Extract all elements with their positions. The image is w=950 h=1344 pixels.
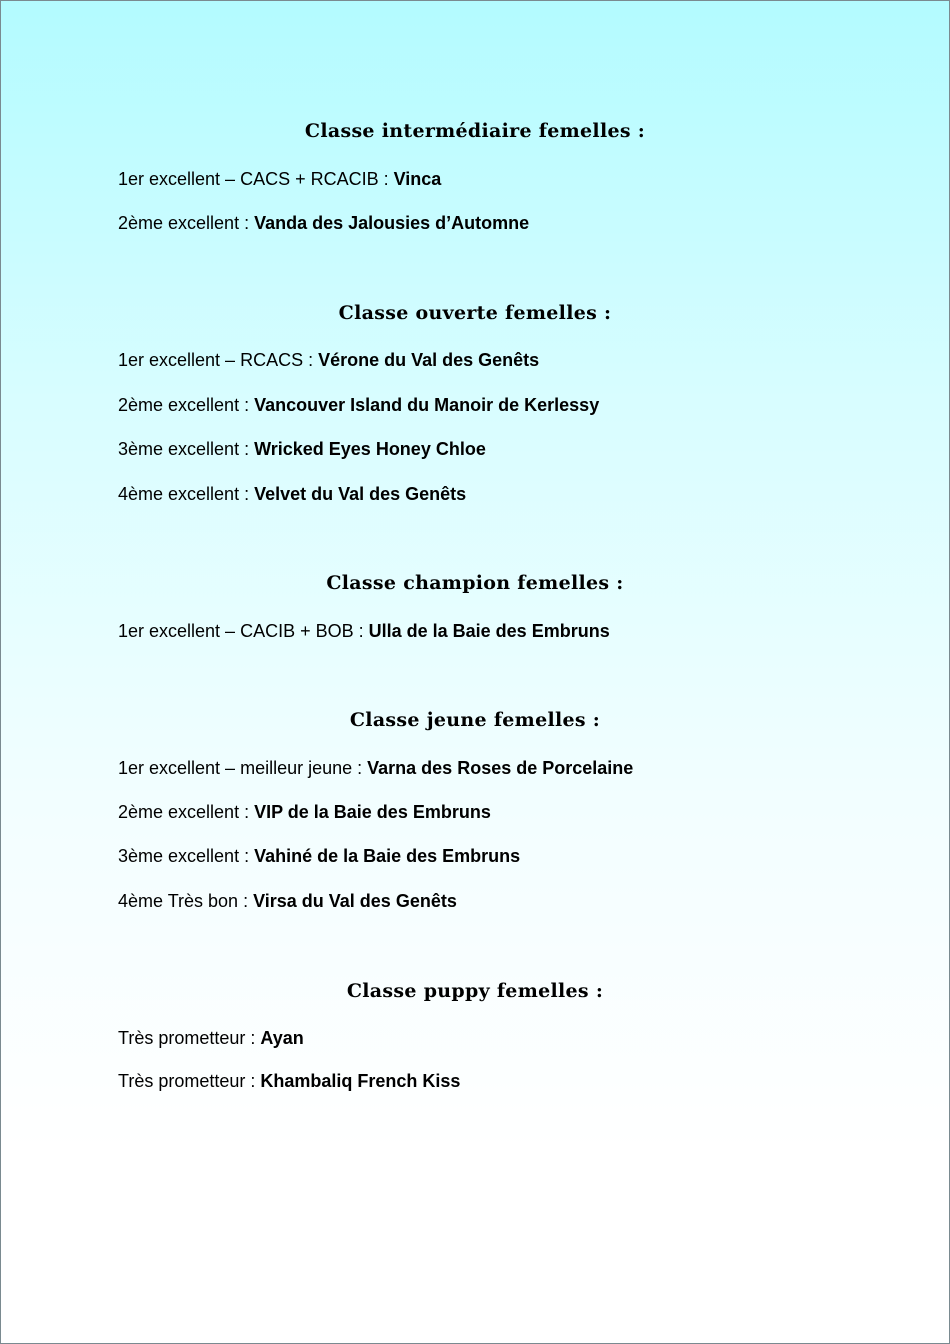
result-entry (118, 1069, 460, 1093)
dog-name: Ulla de la Baie des Embruns (368, 621, 610, 641)
dog-name: Ayan (260, 1028, 304, 1048)
entry-label: Très prometteur : (118, 1071, 261, 1091)
entry-label: Très prometteur : (118, 1028, 261, 1048)
dog-name: Vahiné de la Baie des Embruns (254, 846, 521, 866)
dog-name: Wricked Eyes Honey Chloe (254, 439, 486, 459)
result-entry (118, 844, 520, 868)
dog-name: Vancouver Island du Manoir de Kerlessy (254, 395, 600, 415)
result-entry (118, 889, 457, 913)
dog-name: Virsa du Val des Genêts (253, 891, 457, 911)
result-entry (118, 1026, 304, 1050)
dog-name: Vérone du Val des Genêts (318, 350, 540, 370)
result-entry (118, 211, 529, 235)
entry-label: 1er excellent – meilleur jeune : (118, 758, 368, 778)
section-title-jeune: Classe jeune femelles : (349, 709, 601, 731)
entry-label: 1er excellent – CACS + RCACIB : (118, 169, 394, 189)
result-entry (118, 482, 466, 506)
dog-name: VIP de la Baie des Embruns (254, 802, 491, 822)
dog-name: Vinca (393, 169, 442, 189)
dog-name: Velvet du Val des Genêts (254, 484, 467, 504)
entry-label: 1er excellent – CACIB + BOB : (118, 621, 369, 641)
dog-name: Khambaliq French Kiss (260, 1071, 461, 1091)
result-entry (118, 756, 633, 780)
section-title-puppy: Classe puppy femelles : (346, 980, 604, 1002)
entry-label: 2ème excellent : (118, 395, 255, 415)
section-title-ouverte: Classe ouverte femelles : (338, 302, 612, 324)
entry-label: 3ème excellent : (118, 846, 255, 866)
result-entry (118, 393, 599, 417)
dog-name: Varna des Roses de Porcelaine (367, 758, 634, 778)
dog-name: Vanda des Jalousies d’Automne (254, 213, 530, 233)
result-entry (118, 619, 610, 643)
section-title-champion: Classe champion femelles : (326, 572, 624, 594)
result-entry (118, 348, 539, 372)
result-entry (118, 167, 441, 191)
entry-label: 4ème Très bon : (118, 891, 254, 911)
entry-label: 2ème excellent : (118, 802, 255, 822)
entry-label: 4ème excellent : (118, 484, 255, 504)
entry-label: 3ème excellent : (118, 439, 255, 459)
section-title-intermediaire: Classe intermédiaire femelles : (304, 120, 646, 142)
result-entry (118, 800, 491, 824)
entry-label: 1er excellent – RCACS : (118, 350, 319, 370)
result-entry (118, 437, 486, 461)
entry-label: 2ème excellent : (118, 213, 255, 233)
